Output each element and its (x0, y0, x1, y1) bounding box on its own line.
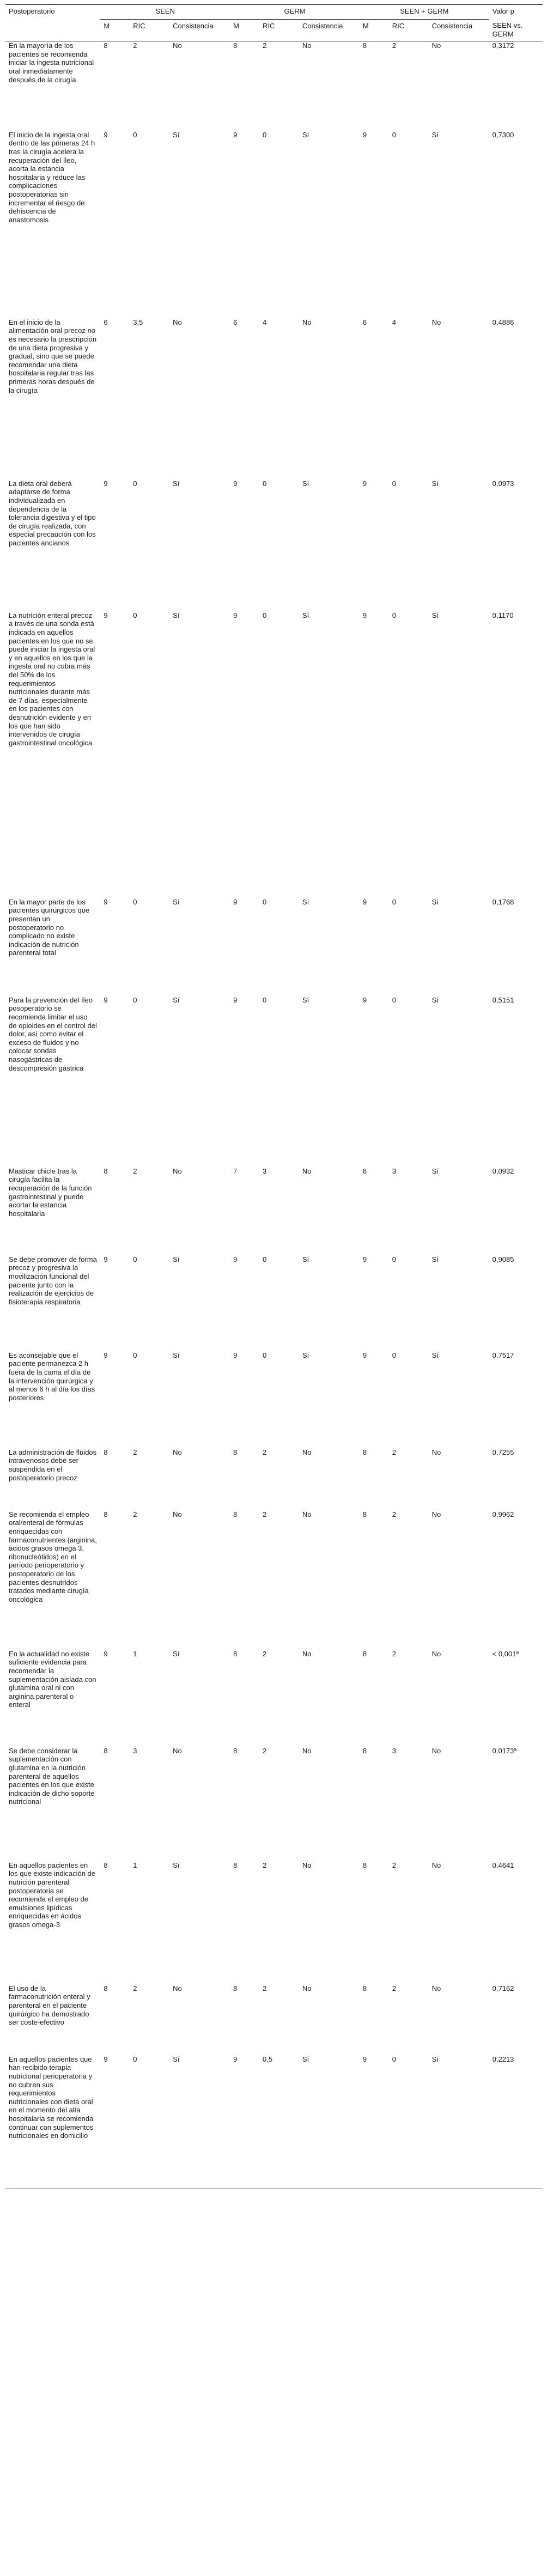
cell-both-consistencia: Sí (431, 1351, 439, 1359)
cell-seen-m: 8 (104, 1746, 108, 1755)
table-row (5, 1747, 543, 1861)
cell-seen-ric: 1 (133, 1861, 137, 1869)
cell-seen-ric: 2 (133, 1167, 137, 1175)
cell-seen-consistencia: Sí (173, 130, 180, 139)
cell-both-m: 6 (362, 318, 367, 326)
cell-seen-m: 8 (104, 1167, 108, 1175)
header-germ-ric: RIC (263, 21, 275, 30)
cell-seen-ric: 0 (133, 1255, 137, 1263)
table-row (5, 1448, 543, 1510)
cell-seen-ric: 0 (133, 1351, 137, 1359)
cell-germ-consistencia: Sí (302, 995, 309, 1004)
cell-germ-ric: 2 (263, 41, 267, 50)
cell-seen-ric: 1 (133, 1649, 137, 1658)
cell-seen-m: 8 (104, 1861, 108, 1869)
cell-seen-ric: 0 (133, 897, 137, 906)
cell-both-consistencia: No (431, 1510, 441, 1518)
header-seen-ric: RIC (133, 21, 145, 30)
cell-seen-consistencia: No (173, 1984, 182, 1992)
cell-both-m: 9 (362, 2055, 367, 2063)
cell-germ-m: 9 (233, 995, 238, 1004)
cell-germ-ric: 0 (263, 1255, 267, 1263)
cell-seen-consistencia: No (173, 1448, 182, 1456)
cell-seen-ric: 0 (133, 2055, 137, 2063)
cell-germ-m: 8 (233, 1448, 238, 1456)
table-row (5, 1351, 543, 1448)
header-empty (5, 19, 100, 41)
cell-germ-ric: 0 (263, 897, 267, 906)
cell-germ-consistencia: No (302, 318, 312, 326)
cell-germ-m: 8 (233, 41, 238, 50)
cell-germ-consistencia: No (302, 1448, 312, 1456)
cell-both-m: 9 (362, 1255, 367, 1263)
cell-seen-consistencia: Sí (173, 1351, 180, 1359)
cell-both-m: 9 (362, 1351, 367, 1359)
cell-seen-m: 8 (104, 41, 108, 50)
cell-both-m: 8 (362, 1448, 367, 1456)
cell-seen-ric: 0 (133, 130, 137, 139)
cell-germ-consistencia: Sí (302, 611, 309, 619)
cell-seen-consistencia: Sí (173, 897, 180, 906)
cell-statement: La nutrición enteral precoz a través de una sonda está indicada en aquellos pacientes en los que no se puede iniciar la ingesta oral y en aquellos en los que la ingesta oral no cubra más del 50% de los requerimientos nutricionales durante más de 7 días, especialmente en los pacientes con desnutrición evidente y en los que han sido intervenidos de cirugía gastrointestinal oncológica (9, 611, 95, 747)
cell-seen-ric: 2 (133, 41, 137, 50)
header-seen-m: M (104, 21, 110, 30)
cell-both-m: 8 (362, 1167, 367, 1175)
cell-both-consistencia: No (431, 318, 441, 326)
cell-both-m: 8 (362, 1861, 367, 1869)
cell-p-value: 0,1170 (492, 611, 514, 619)
cell-both-ric: 2 (392, 1510, 396, 1518)
cell-germ-m: 8 (233, 1510, 238, 1518)
cell-p-value: 0,7162 (492, 1984, 514, 1992)
cell-statement: En la mayoría de los pacientes se recomienda iniciar la ingesta nutricional oral inmediatamente después de la cirugía (9, 41, 94, 84)
cell-both-consistencia: No (431, 1746, 441, 1755)
cell-seen-m: 9 (104, 1351, 108, 1359)
cell-seen-ric: 2 (133, 1510, 137, 1518)
cell-both-ric: 0 (392, 611, 396, 619)
cell-germ-ric: 2 (263, 1861, 267, 1869)
cell-both-ric: 0 (392, 1255, 396, 1263)
table-row (5, 898, 543, 996)
cell-seen-consistencia: Sí (173, 995, 180, 1004)
cell-germ-m: 6 (233, 318, 238, 326)
cell-germ-consistencia: No (302, 1649, 312, 1658)
cell-seen-consistencia: No (173, 1746, 182, 1755)
table-row (5, 1984, 543, 2055)
table-row (5, 1650, 543, 1747)
cell-both-consistencia: Sí (431, 130, 439, 139)
header-both-m: M (362, 21, 369, 30)
cell-germ-consistencia: Sí (302, 130, 309, 139)
cell-germ-ric: 2 (263, 1649, 267, 1658)
cell-germ-ric: 4 (263, 318, 267, 326)
cell-statement: Es aconsejable que el paciente permanezca 2 h fuera de la cama el día de la intervención quirúrgica y al menos 6 h al día los días posteriores (9, 1351, 95, 1402)
cell-p-value: 0,1768 (492, 897, 514, 906)
cell-p-value: 0,7517 (492, 1351, 514, 1359)
table-row (5, 479, 543, 611)
cell-both-m: 9 (362, 897, 367, 906)
cell-both-ric: 0 (392, 2055, 396, 2063)
cell-both-ric: 2 (392, 1448, 396, 1456)
cell-both-ric: 4 (392, 318, 396, 326)
cell-statement: En el inicio de la alimentación oral precoz no es necesario la prescripción de una dieta progresiva y gradual, sino que se puede recomendar una dieta hospitalaria regular tras las primeras horas después de la cirugía (9, 318, 97, 394)
cell-germ-consistencia: Sí (302, 1351, 309, 1359)
cell-seen-ric: 3 (133, 1746, 137, 1755)
cell-both-consistencia: No (431, 41, 441, 50)
cell-p-value: 0,2213 (492, 2055, 514, 2063)
cell-germ-consistencia: No (302, 1861, 312, 1869)
table-row (5, 1510, 543, 1650)
cell-both-m: 8 (362, 41, 367, 50)
cell-statement: La dieta oral deberá adaptarse de forma individualizada en dependencia de la tolerancia digestiva y el tipo de cirugía realizada, con especial precaución con los pacientes ancianos (9, 479, 96, 547)
cell-germ-consistencia: No (302, 41, 312, 50)
cell-seen-m: 9 (104, 479, 108, 488)
cell-germ-ric: 0 (263, 1351, 267, 1359)
header-both-ric: RIC (392, 21, 405, 30)
header-both-consistencia: Consistencia (431, 21, 473, 30)
cell-seen-ric: 0 (133, 611, 137, 619)
cell-germ-ric: 0 (263, 479, 267, 488)
cell-both-ric: 2 (392, 1984, 396, 1992)
cell-p-value: 0,9085 (492, 1255, 514, 1263)
header-group-germ: GERM (230, 5, 360, 20)
table-row (5, 41, 543, 131)
cell-seen-m: 9 (104, 1649, 108, 1658)
cell-both-ric: 0 (392, 479, 396, 488)
cell-germ-ric: 2 (263, 1448, 267, 1456)
cell-seen-ric: 2 (133, 1984, 137, 1992)
cell-p-value: 0,3172 (492, 41, 514, 50)
cell-statement: Se debe considerar la suplementación con glutamina en la nutrición parenteral de aquellos pacientes en los que existe indicación de dicho soporte nutricional (9, 1746, 95, 1806)
cell-statement: Para la prevención del íleo posoperatorio se recomienda limitar el uso de opioides en el control del dolor, así como evitar el exceso de fluidos y no colocar sondas nasogástricas de descompresión gástrica (9, 995, 97, 1072)
cell-both-m: 9 (362, 995, 367, 1004)
cell-seen-consistencia: Sí (173, 2055, 180, 2063)
cell-germ-m: 9 (233, 2055, 238, 2063)
cell-both-consistencia: Sí (431, 479, 439, 488)
cell-seen-m: 9 (104, 130, 108, 139)
cell-both-ric: 0 (392, 995, 396, 1004)
cell-germ-m: 8 (233, 1649, 238, 1658)
cell-statement: En la mayor parte de los pacientes quirúrgicos que presentan un postoperatorio no complicado no existe indicación de nutrición parenteral total (9, 897, 90, 957)
cell-germ-consistencia: No (302, 1167, 312, 1175)
table-row (5, 131, 543, 318)
cell-germ-ric: 2 (263, 1510, 267, 1518)
cell-p-value: 0,4886 (492, 318, 514, 326)
cell-both-ric: 0 (392, 897, 396, 906)
cell-seen-m: 9 (104, 1255, 108, 1263)
cell-both-ric: 2 (392, 1861, 396, 1869)
cell-both-ric: 3 (392, 1167, 396, 1175)
cell-seen-ric: 0 (133, 479, 137, 488)
cell-germ-consistencia: Sí (302, 479, 309, 488)
cell-seen-m: 9 (104, 897, 108, 906)
table-row (5, 1167, 543, 1255)
cell-both-consistencia: Sí (431, 897, 439, 906)
cell-seen-m: 8 (104, 1448, 108, 1456)
cell-germ-m: 9 (233, 611, 238, 619)
cell-both-m: 9 (362, 479, 367, 488)
cell-seen-consistencia: Sí (173, 1861, 180, 1869)
cell-both-consistencia: Sí (431, 995, 439, 1004)
table-body (5, 41, 543, 2189)
header-seen-consistencia: Consistencia (173, 21, 214, 30)
cell-seen-consistencia: Sí (173, 1649, 180, 1658)
cell-both-ric: 2 (392, 1649, 396, 1658)
cell-both-m: 8 (362, 1984, 367, 1992)
cell-germ-ric: 2 (263, 1984, 267, 1992)
cell-both-consistencia: Sí (431, 611, 439, 619)
cell-seen-ric: 3,5 (133, 318, 143, 326)
cell-germ-consistencia: No (302, 1510, 312, 1518)
cell-germ-m: 8 (233, 1861, 238, 1869)
cell-germ-ric: 3 (263, 1167, 267, 1175)
table-row (5, 318, 543, 479)
cell-p-value: 0,0973 (492, 479, 514, 488)
cell-seen-m: 9 (104, 2055, 108, 2063)
header-valor-p: Valor p (492, 7, 514, 15)
cell-germ-m: 9 (233, 479, 238, 488)
cell-germ-ric: 2 (263, 1746, 267, 1755)
cell-germ-consistencia: No (302, 1746, 312, 1755)
cell-seen-consistencia: Sí (173, 611, 180, 619)
cell-seen-m: 6 (104, 318, 108, 326)
cell-germ-m: 8 (233, 1746, 238, 1755)
cell-p-value: 0,7300 (492, 130, 514, 139)
cell-p-value: 0,5151 (492, 995, 514, 1004)
cell-germ-m: 7 (233, 1167, 238, 1175)
cell-germ-consistencia: Sí (302, 2055, 309, 2063)
consensus-table (5, 4, 543, 2189)
cell-p-value: < 0,001ª (492, 1649, 519, 1658)
cell-seen-ric: 0 (133, 995, 137, 1004)
cell-both-m: 8 (362, 1746, 367, 1755)
cell-germ-consistencia: No (302, 1984, 312, 1992)
table-header (5, 5, 543, 41)
cell-seen-consistencia: Sí (173, 479, 180, 488)
cell-statement: En aquellos pacientes en los que existe indicación de nutrición parenteral postoperatoria se recomienda el empleo de emulsiones lipídicas enriquecidas en ácidos grasos omega-3 (9, 1861, 95, 1929)
cell-statement: Se debe promover de forma precoz y progresiva la movilización funcional del paciente junto con la realización de ejercicios de fisioterapia respiratoria (9, 1255, 97, 1306)
cell-p-value: 0,9962 (492, 1510, 514, 1518)
cell-both-consistencia: No (431, 1448, 441, 1456)
cell-seen-m: 8 (104, 1510, 108, 1518)
cell-statement: Se recomienda el empleo oral/enteral de fórmulas enriquecidas con farmaconutrientes (arginina, ácidos grasos omega 3, ribonucleótidos) en el período perioperatorio y postoperatorio de los pacientes desnutridos tratados mediante cirugía oncológica (9, 1510, 97, 1603)
cell-p-value: 0,0932 (492, 1167, 514, 1175)
cell-both-m: 8 (362, 1649, 367, 1658)
cell-seen-m: 8 (104, 1984, 108, 1992)
cell-both-consistencia: No (431, 1984, 441, 1992)
cell-germ-ric: 0 (263, 995, 267, 1004)
cell-germ-consistencia: Sí (302, 897, 309, 906)
cell-germ-consistencia: Sí (302, 1255, 309, 1263)
cell-both-m: 9 (362, 611, 367, 619)
cell-germ-ric: 0,5 (263, 2055, 273, 2063)
cell-germ-m: 9 (233, 1351, 238, 1359)
cell-germ-ric: 0 (263, 611, 267, 619)
cell-both-ric: 3 (392, 1746, 396, 1755)
table-row (5, 1861, 543, 1984)
cell-both-ric: 0 (392, 1351, 396, 1359)
table-row (5, 2055, 543, 2189)
cell-germ-m: 9 (233, 130, 238, 139)
header-germ-m: M (233, 21, 239, 30)
cell-seen-consistencia: No (173, 1167, 182, 1175)
cell-statement: La administración de fluidos intravenosos debe ser suspendida en el postoperatorio precoz (9, 1448, 97, 1482)
cell-statement: El inicio de la ingesta oral dentro de las primeras 24 h tras la cirugía acelera la recuperación del íleo, acorta la estancia hospitalaria y reduce las complicaciones postoperatorias sin incrementar el riesgo de dehiscencia de anastomosis (9, 130, 95, 224)
header-postoperatorio: Postoperatorio (9, 7, 55, 15)
cell-p-value: 0,0173ª (492, 1746, 517, 1755)
header-seen-vs-germ: SEEN vs. GERM (492, 21, 523, 38)
cell-both-consistencia: Sí (431, 1167, 439, 1175)
cell-statement: En la actualidad no existe suficiente evidencia para recomendar la suplementación aislada con glutamina oral ni con arginina parenteral o enteral (9, 1649, 96, 1709)
cell-germ-m: 9 (233, 1255, 238, 1263)
cell-p-value: 0,4641 (492, 1861, 514, 1869)
cell-seen-consistencia: No (173, 41, 182, 50)
cell-both-consistencia: No (431, 1861, 441, 1869)
cell-seen-m: 9 (104, 995, 108, 1004)
table-row (5, 1255, 543, 1351)
cell-both-consistencia: Sí (431, 2055, 439, 2063)
cell-both-m: 8 (362, 1510, 367, 1518)
cell-germ-ric: 0 (263, 130, 267, 139)
header-germ-consistencia: Consistencia (302, 21, 343, 30)
table-row (5, 996, 543, 1167)
header-group-seen: SEEN (100, 5, 230, 20)
cell-germ-m: 8 (233, 1984, 238, 1992)
cell-germ-m: 9 (233, 897, 238, 906)
cell-seen-m: 9 (104, 611, 108, 619)
cell-statement: El uso de la farmaconutrición enteral y parenteral en el paciente quirúrgico ha demostrado ser coste-efectivo (9, 1984, 90, 2027)
cell-p-value: 0,7255 (492, 1448, 514, 1456)
cell-seen-consistencia: No (173, 1510, 182, 1518)
cell-both-consistencia: Sí (431, 1255, 439, 1263)
cell-statement: En aquellos pacientes que han recibido terapia nutricional perioperatoria y no cubren sus requerimientos nutricionales con dieta oral en el momento del alta hospitalaria se recomienda continuar con suplementos nutricionales en domicilio (9, 2055, 94, 2140)
cell-both-ric: 2 (392, 41, 396, 50)
cell-seen-ric: 2 (133, 1448, 137, 1456)
table-row (5, 611, 543, 898)
header-group-seen-germ: SEEN + GERM (360, 5, 489, 20)
cell-statement: Masticar chicle tras la cirugía facilita la recuperación de la función gastrointestinal y puede acortar la estancia hospitalaria (9, 1167, 92, 1218)
cell-seen-consistencia: No (173, 318, 182, 326)
cell-both-ric: 0 (392, 130, 396, 139)
cell-seen-consistencia: Sí (173, 1255, 180, 1263)
cell-both-m: 9 (362, 130, 367, 139)
cell-both-consistencia: No (431, 1649, 441, 1658)
